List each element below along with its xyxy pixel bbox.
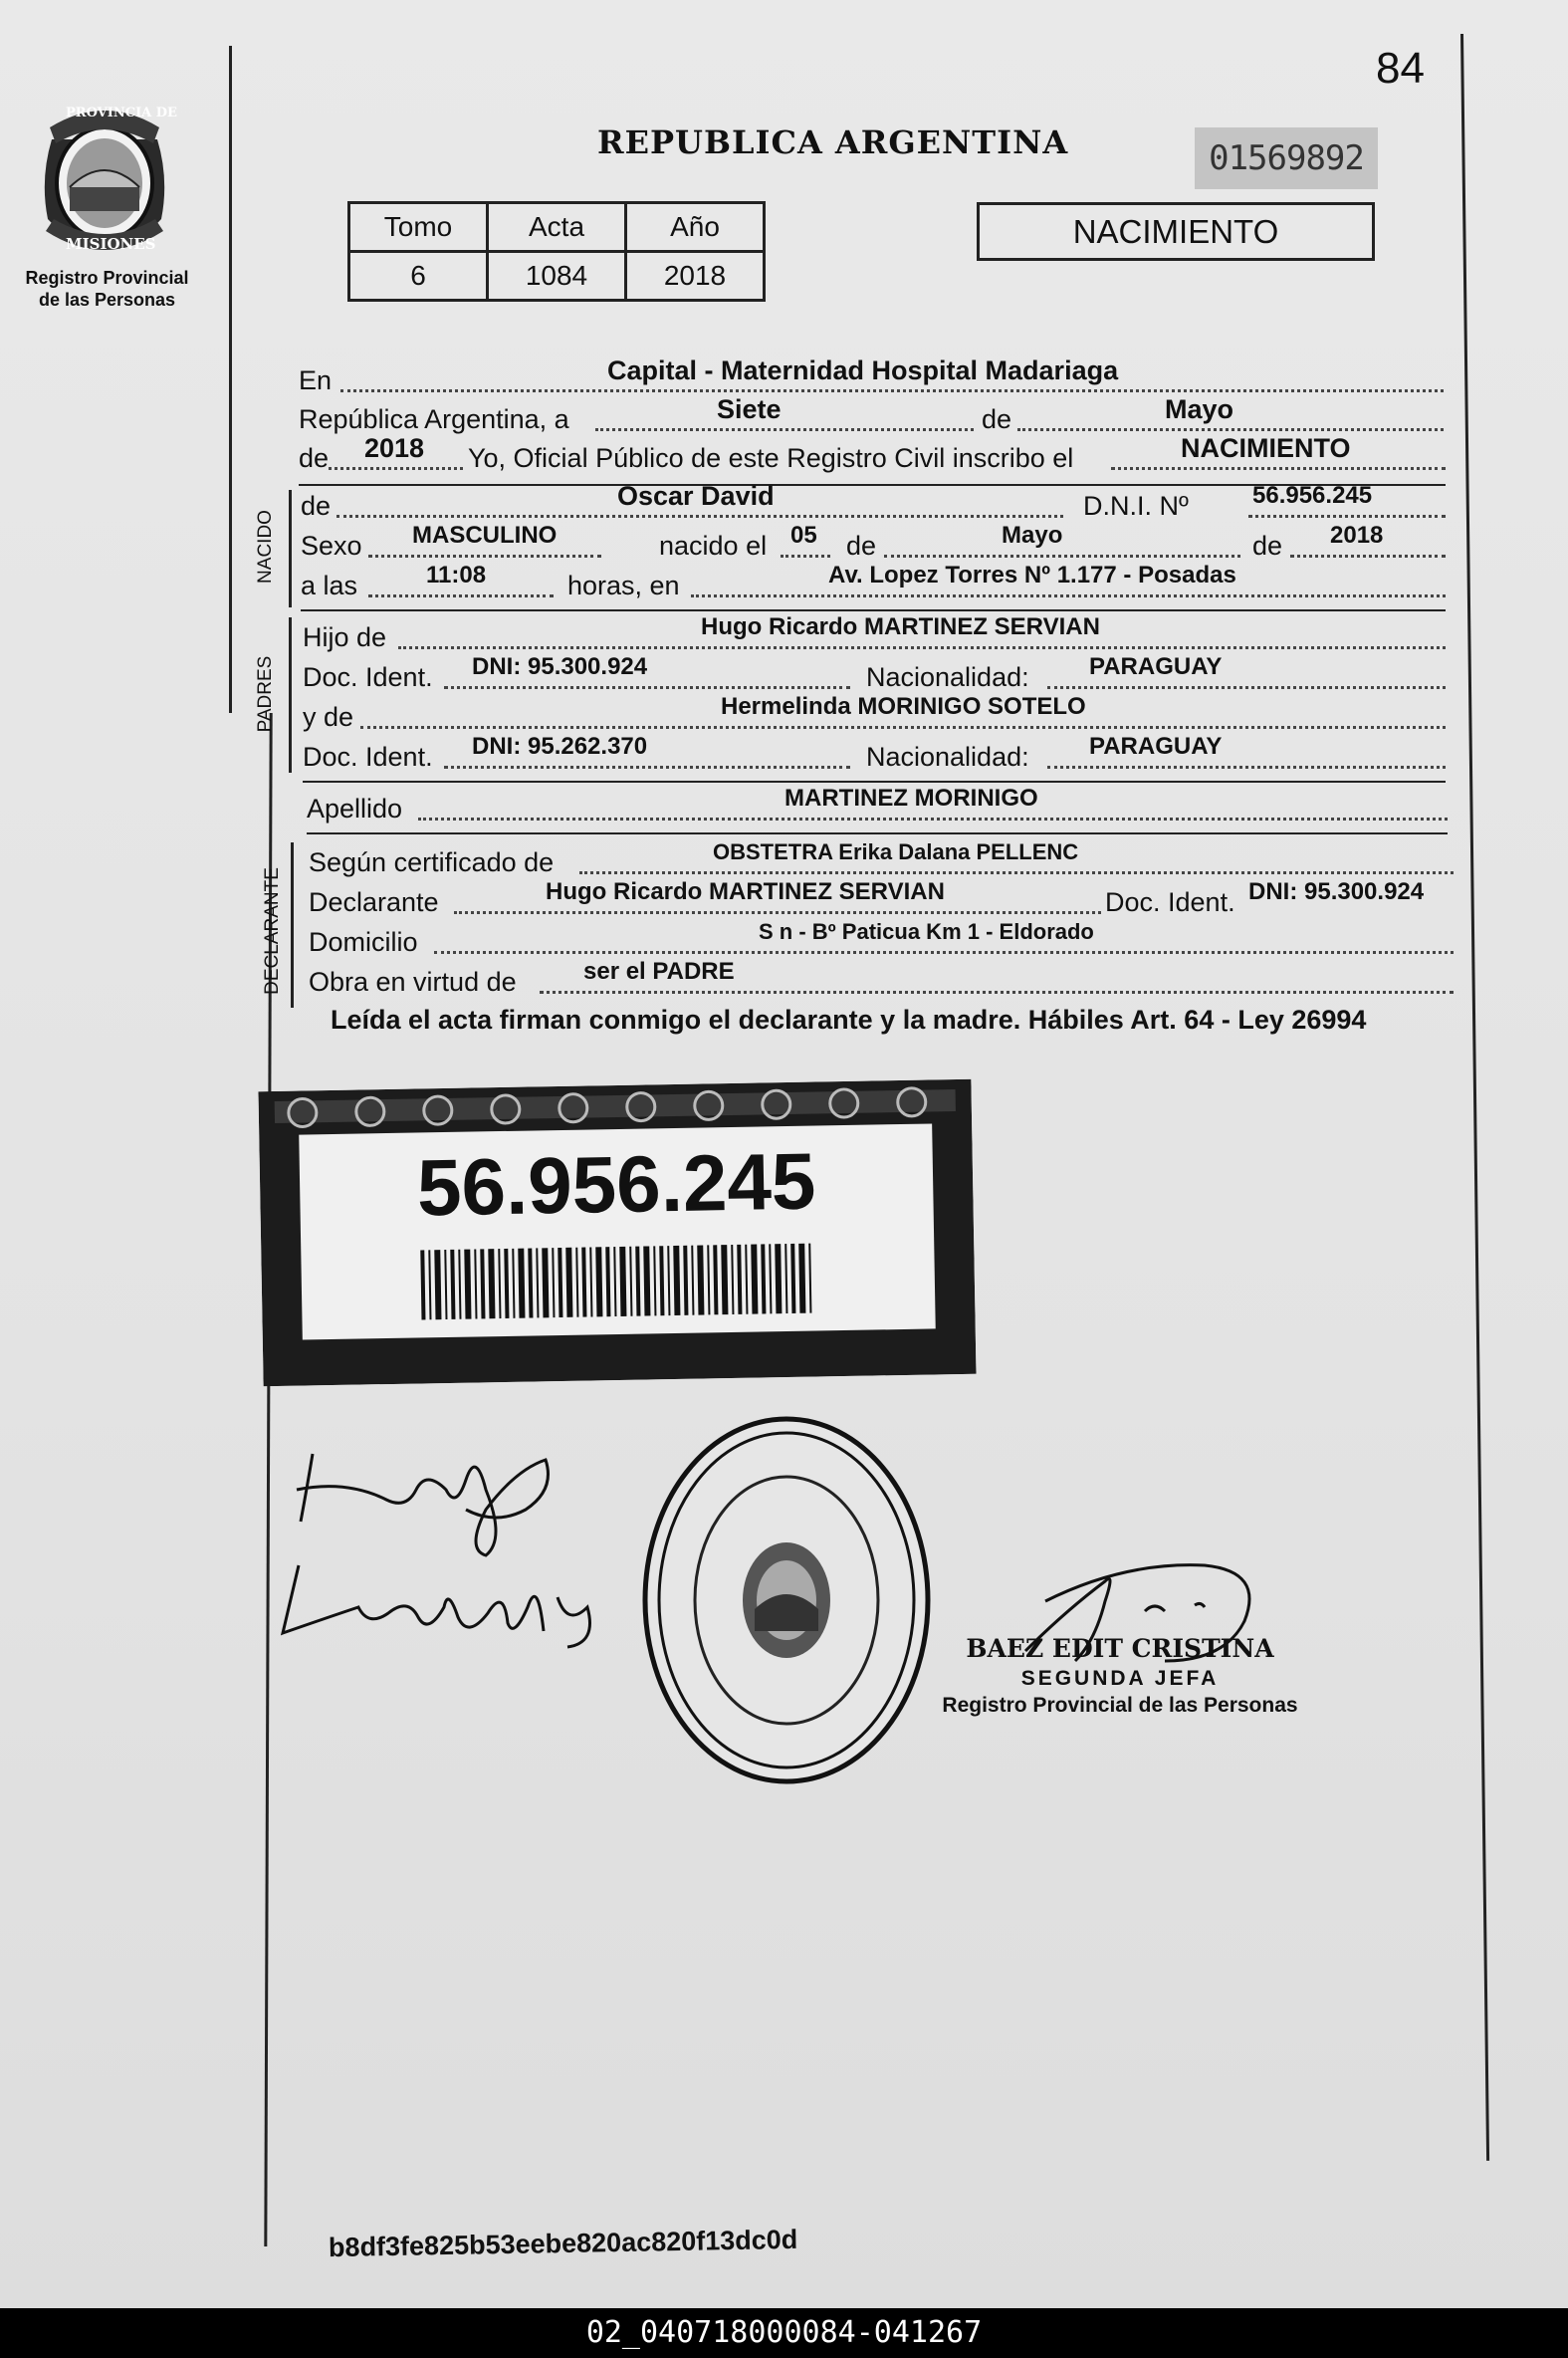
dni-label: D.N.I. Nº xyxy=(1083,491,1189,521)
de-label-2: de xyxy=(299,443,330,473)
reference-header-row xyxy=(349,203,765,252)
mother-name-value: Hermelinda MORINIGO SOTELO xyxy=(721,693,1086,720)
tomo-header: Tomo xyxy=(349,203,488,252)
left-margin-rule xyxy=(229,46,232,713)
father-doc-label: Doc. Ident. xyxy=(303,662,433,692)
record-type-box: NACIMIENTO xyxy=(977,202,1375,261)
child-dni-value: 56.956.245 xyxy=(1252,482,1373,509)
certificate-value: OBSTETRA Erika Dalana PELLENC xyxy=(713,839,1079,864)
nacido-label: nacido el xyxy=(659,531,768,561)
cert-label: Según certificado de xyxy=(309,847,555,877)
padres-bracket xyxy=(289,617,292,773)
declarant-doc-value: DNI: 95.300.924 xyxy=(1248,878,1425,905)
dom-label: Domicilio xyxy=(309,927,418,957)
address-value: S n - Bº Paticua Km 1 - Eldorado xyxy=(759,919,1094,944)
month-value: Mayo xyxy=(1165,394,1234,424)
year-value: 2018 xyxy=(364,433,425,463)
right-margin-rule xyxy=(1460,34,1489,2161)
reference-value-row xyxy=(349,252,765,301)
de-label: de xyxy=(982,404,1012,434)
declarant-name-value: Hugo Ricardo MARTINEZ SERVIAN xyxy=(546,878,945,905)
sexo-label: Sexo xyxy=(301,531,362,561)
de-label-4: de xyxy=(846,531,877,561)
official-seal-icon xyxy=(637,1410,936,1790)
de-label-3: de xyxy=(301,491,332,521)
yde-label: y de xyxy=(303,702,354,732)
birth-place-value: Av. Lopez Torres Nº 1.177 - Posadas xyxy=(828,562,1236,589)
sex-value: MASCULINO xyxy=(412,522,558,549)
row-oficial xyxy=(299,433,1446,478)
decl-label: Declarante xyxy=(309,887,439,917)
anio-value: 2018 xyxy=(626,252,765,301)
logo-caption xyxy=(0,267,214,311)
acta-value: 1084 xyxy=(488,252,626,301)
row-obra xyxy=(309,958,1454,1002)
row-apellido xyxy=(307,785,1448,828)
oficial-text: Yo, Oficial Público de este Registro Civil inscribo el xyxy=(468,443,1074,473)
declarante-section-label: DECLARANTE xyxy=(262,867,283,995)
logo-caption-line-1: Registro Provincial xyxy=(25,268,189,288)
mother-nat-value: PARAGUAY xyxy=(1089,733,1223,760)
document-hash: b8df3fe825b53eebe820ac820f13dc0d xyxy=(328,2224,798,2263)
logo-text-top: PROVINCIA DE xyxy=(66,106,177,120)
act-value: NACIMIENTO xyxy=(1181,433,1351,463)
row-mother-doc xyxy=(303,733,1446,777)
nacido-section-label: NACIDO xyxy=(255,510,276,584)
country-title: REPUBLICA ARGENTINA xyxy=(597,123,1069,161)
father-doc-value: DNI: 95.300.924 xyxy=(472,653,648,680)
apellido-label: Apellido xyxy=(307,794,403,824)
mother-doc-label: Doc. Ident. xyxy=(303,742,433,772)
dni-stamp xyxy=(258,1079,976,1386)
birth-day-value: 05 xyxy=(790,522,817,549)
en-label: En xyxy=(299,365,333,395)
horas-label: horas, en xyxy=(567,571,680,600)
row-nacido-time xyxy=(301,562,1446,605)
nacido-bracket xyxy=(289,490,292,607)
legal-note: Leída el acta firman conmigo el declarante y la madre. Hábiles Art. 64 - Ley 26994 xyxy=(331,1005,1367,1035)
anio-header: Año xyxy=(626,203,765,252)
padres-section-label: PADRES xyxy=(255,655,276,733)
reference-table xyxy=(347,201,766,302)
day-value: Siete xyxy=(717,394,782,424)
father-nat-value: PARAGUAY xyxy=(1089,653,1223,680)
serial-number: 01569892 xyxy=(1195,127,1378,189)
file-id-footer: 02_040718000084-041267 xyxy=(0,2308,1568,2358)
mother-nat-label: Nacionalidad: xyxy=(866,742,1029,772)
father-signature xyxy=(287,1430,565,1559)
official-name: BAEZ EDIT CRISTINA xyxy=(966,1634,1274,1663)
republica-label: República Argentina, a xyxy=(299,404,569,434)
mother-doc-value: DNI: 95.262.370 xyxy=(472,733,648,760)
alas-label: a las xyxy=(301,571,358,600)
hijo-label: Hijo de xyxy=(303,622,387,652)
official-role: SEGUNDA JEFA xyxy=(1020,1667,1220,1690)
de-label-5: de xyxy=(1252,531,1283,561)
birth-month-value: Mayo xyxy=(1002,522,1063,549)
row-en xyxy=(299,355,1444,400)
tomo-value: 6 xyxy=(349,252,488,301)
apellido-value: MARTINEZ MORINIGO xyxy=(784,785,1038,812)
obra-label: Obra en virtud de xyxy=(309,967,517,997)
mother-signature xyxy=(269,1547,607,1667)
place-value: Capital - Maternidad Hospital Madariaga xyxy=(607,355,1119,385)
row-domicilio xyxy=(309,919,1454,962)
official-org: Registro Provincial de las Personas xyxy=(942,1694,1298,1717)
acta-header: Acta xyxy=(488,203,626,252)
reason-value: ser el PADRE xyxy=(583,958,735,985)
time-value: 11:08 xyxy=(426,562,487,589)
logo-text-bottom: MISIONES xyxy=(66,235,156,253)
father-name-value: Hugo Ricardo MARTINEZ SERVIAN xyxy=(701,613,1100,640)
decl-doc-label: Doc. Ident. xyxy=(1105,887,1235,917)
child-name-value: Oscar David xyxy=(617,481,775,511)
page-number: 84 xyxy=(1376,44,1425,93)
birth-year-value: 2018 xyxy=(1330,522,1384,549)
father-nat-label: Nacionalidad: xyxy=(866,662,1029,692)
official-signature-block xyxy=(921,1633,1319,1719)
dni-stamp-number: 56.956.245 xyxy=(416,1136,817,1233)
declarante-bracket xyxy=(291,842,294,1008)
logo-caption-line-2: de las Personas xyxy=(38,290,176,310)
